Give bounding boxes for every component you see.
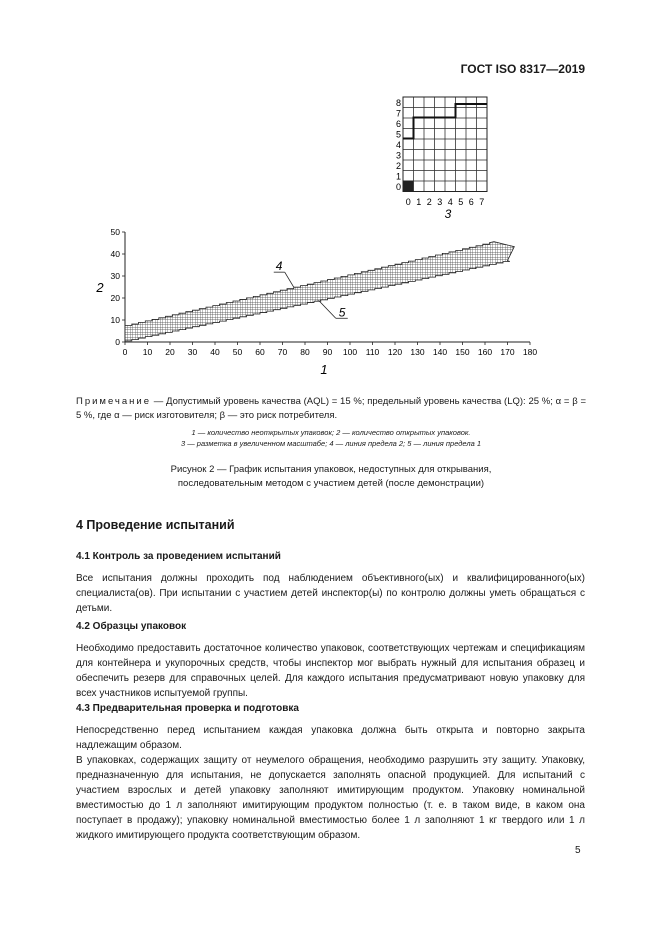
acceptance-band: [125, 242, 514, 341]
y-tick-label: 20: [110, 293, 120, 303]
x-tick-label: 40: [210, 347, 220, 357]
x-tick-label: 10: [142, 347, 153, 357]
callout-4-leader: [285, 272, 294, 287]
caption-line-1: Рисунок 2 — График испытания упаковок, недоступных для открывания,: [170, 464, 492, 475]
x-tick-label: 70: [277, 347, 288, 357]
section-title: 4 Проведение испытаний: [76, 518, 235, 532]
main-chart: [90, 222, 540, 382]
detail-label: 3: [444, 207, 452, 219]
y-tick-label: 50: [110, 227, 120, 237]
caption-line-2: последовательным методом с участием детей (после демонстрации): [177, 478, 485, 489]
y-tick-label: 30: [110, 271, 120, 281]
paragraph: Непосредственно перед испытанием каждая упаковка должна быть открыта и повторно закрыта надлежащим образом.: [76, 725, 585, 751]
subsection-4-3-text: [76, 723, 585, 843]
note-label: Примечание: [76, 396, 151, 407]
callout-5-leader: [319, 300, 336, 318]
figure-note: [76, 395, 586, 423]
x-tick-label: 30: [187, 347, 198, 357]
x-tick-label: 50: [232, 347, 243, 357]
note-text: — Допустимый уровень качества (AQL) = 15 %; предельный уровень качества (LQ): 25 %; α = β = 5 %, где α — риск изготовителя; β — это риск потребителя.: [76, 396, 586, 421]
detail-grid-start-cell: [403, 181, 414, 192]
x-tick-label: 130: [410, 347, 425, 357]
y-tick-label: 10: [110, 315, 120, 325]
detail-y-tick: 3: [395, 150, 401, 161]
y-tick-label: 40: [110, 249, 120, 259]
legend-line-1: 1 — количество неоткрытых упаковок; 2 — количество открытых упаковок.: [191, 428, 471, 437]
detail-x-tick: 7: [479, 197, 485, 207]
subsection-4-2-title: 4.2 Образцы упаковок: [76, 621, 187, 632]
paragraph: В упаковках, содержащих защиту от неумелого обращения, необходимо разрушить эту защиту. Упаковку, предназначенную для испытания, не допускается заполнять опасной продукцией. Для испытаний с участием взрослых и детей упаковку заполняют имитирующим продуктом. Упаковку номинальной вместимостью до 1 л заполняют имитирующим продуктом полностью (т. е. в таком виде, в каком она поступает в продажу); упаковку номинальной вместимостью более 1 л заполняют 1 кг твердого или 1 л жидкого имитирующего продукта соответствующим образом.: [76, 755, 585, 841]
y-tick-label: 0: [115, 337, 120, 347]
y-axis-label: 2: [96, 280, 104, 295]
detail-y-tick: 0: [395, 182, 401, 192]
detail-x-tick: 4: [447, 197, 453, 207]
detail-x-tick: 5: [458, 197, 464, 207]
detail-y-tick: 7: [395, 108, 401, 119]
x-tick-label: 160: [477, 347, 493, 357]
x-tick-label: 110: [365, 347, 380, 357]
x-tick-label: 0: [122, 347, 128, 357]
paragraph: Все испытания должны проходить под наблюдением объективного(ых) и квалифицированного(ых) специалиста(ов). При испытании с участием детей инспектор(ы) по контролю должны уметь обращаться с детьми.: [76, 573, 585, 614]
detail-y-tick: 4: [395, 140, 401, 150]
x-tick-label: 120: [387, 347, 403, 357]
subsection-4-2-text: [76, 641, 585, 701]
detail-x-tick: 6: [468, 197, 474, 207]
x-tick-label: 150: [455, 347, 470, 357]
x-tick-label: 80: [300, 347, 310, 357]
y-ticks: [111, 227, 125, 347]
subsection-4-1-text: [76, 571, 585, 616]
detail-x-tick: 2: [426, 197, 432, 207]
x-tick-label: 90: [322, 347, 333, 357]
detail-x-tick: 1: [416, 197, 422, 207]
x-tick-label: 180: [522, 347, 538, 357]
legend-line-2: 3 — разметка в увеличенном масштабе; 4 — линия предела 2; 5 — линия предела 1: [180, 439, 482, 448]
paragraph: Необходимо предоставить достаточное количество упаковок, соответствующих чертежам и спецификациям для контейнера и укупорочных средств, чтобы инспектор мог выбрать нужный для испытания образец и обеспечить резерв для справочных целей. Для каждого испытания предусматривают новую упаковку для всех участников испытуемой группы.: [76, 643, 585, 699]
detail-y-tick: 5: [395, 129, 401, 140]
page-number: 5: [575, 845, 581, 856]
x-tick-label: 20: [165, 347, 175, 357]
subsection-4-3-title: 4.3 Предварительная проверка и подготовка: [76, 703, 299, 714]
detail-y-tick: 1: [395, 171, 401, 182]
detail-grid-cells: [403, 97, 487, 192]
x-tick-label: 140: [432, 347, 448, 357]
callout-5-label: 5: [338, 305, 346, 320]
detail-x-tick: 0: [405, 197, 411, 207]
detail-y-ticks: [396, 98, 401, 192]
detail-x-ticks: [406, 197, 485, 207]
x-axis-label: 1: [320, 362, 328, 377]
detail-y-tick: 6: [395, 119, 401, 129]
subsection-4-1-title: 4.1 Контроль за проведением испытаний: [76, 551, 281, 562]
x-tick-label: 100: [342, 347, 358, 357]
detail-x-tick: 3: [437, 197, 443, 207]
detail-y-tick: 2: [395, 161, 401, 171]
detail-y-tick: 8: [395, 98, 401, 108]
x-tick-label: 60: [255, 347, 265, 357]
callout-4-label: 4: [275, 259, 283, 274]
x-ticks: [123, 342, 538, 357]
document-id: ГОСТ ISO 8317—2019: [460, 62, 585, 76]
detail-grid: [392, 94, 502, 219]
x-tick-label: 170: [500, 347, 515, 357]
